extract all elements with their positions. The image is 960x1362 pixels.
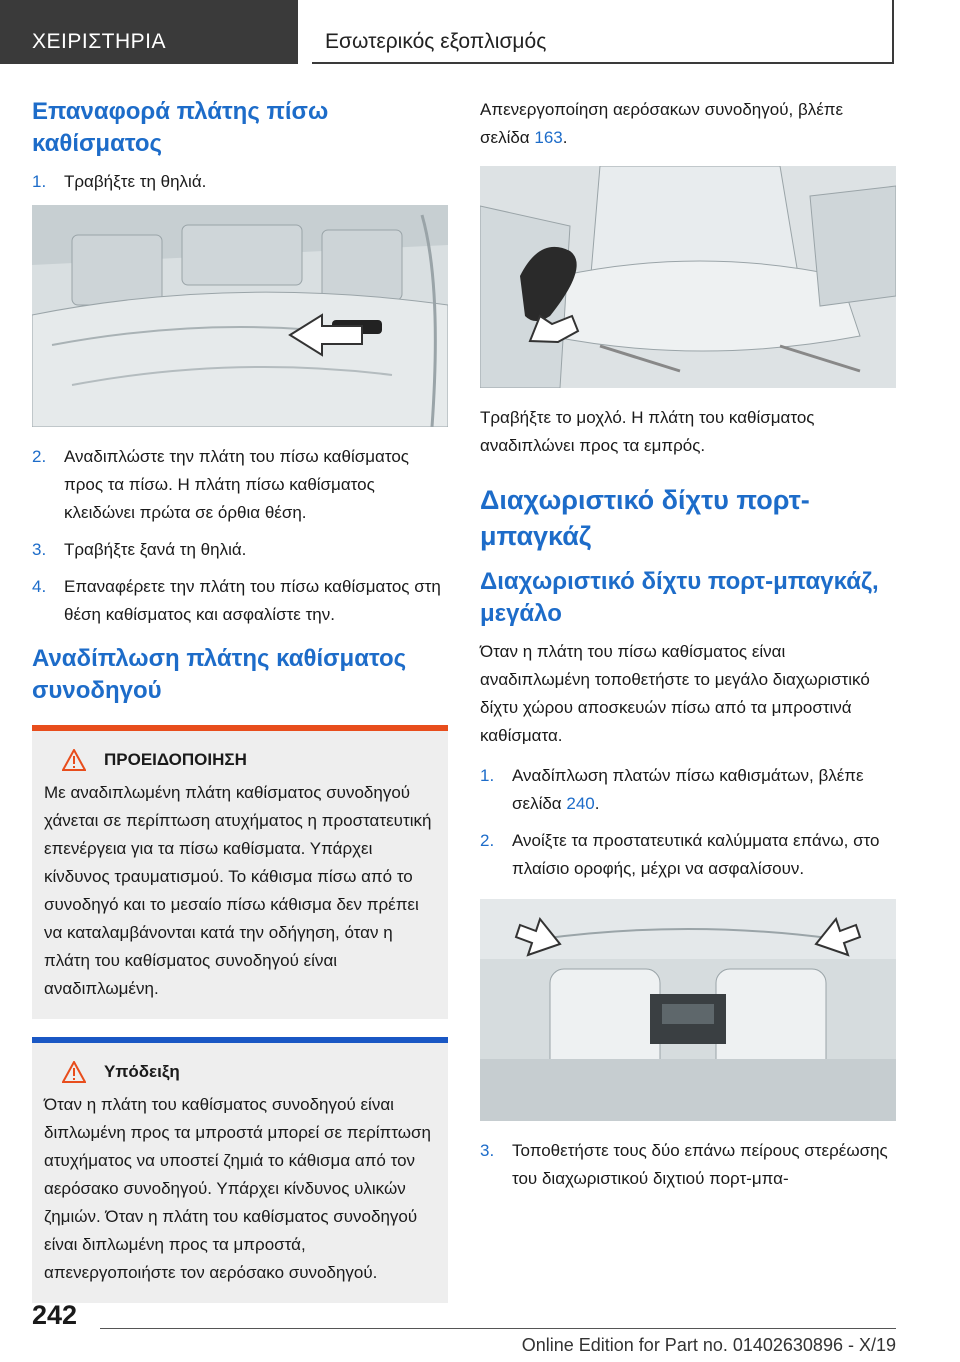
rear-seat-title: Επαναφορά πλάτης πίσω καθίσματος bbox=[32, 98, 329, 157]
page-number: 242 bbox=[32, 1300, 78, 1330]
airbag-text: Απενεργοποίηση αερόσακων συνοδηγού, βλέπε σελίδα bbox=[480, 100, 844, 147]
header-section-label: ΧΕΙΡΙΣΤΗΡΙΑ bbox=[32, 30, 167, 53]
right-column bbox=[480, 96, 896, 1202]
airbag-page-link[interactable]: 163 bbox=[534, 128, 563, 147]
warning-title: ΠΡΟΕΙΔΟΠΟΙΗΣΗ bbox=[104, 750, 247, 769]
step-text: Τραβήξτε τη θηλιά. bbox=[64, 172, 207, 191]
footer-divider bbox=[100, 1328, 896, 1329]
passenger-seat-title: Αναδίπλωση πλάτης καθίσματος συνοδηγού bbox=[32, 645, 407, 704]
header-chapter-label: Εσωτερικός εξοπλισμός bbox=[325, 30, 547, 53]
step-number: 3. bbox=[480, 1141, 495, 1160]
step-text: Αναδίπλωση πλατών πίσω καθισμάτων, βλέπε σελίδα bbox=[512, 766, 864, 813]
list-item bbox=[32, 168, 448, 196]
header-section-tab bbox=[0, 0, 298, 64]
rear-steps-list-b bbox=[32, 443, 448, 629]
list-item bbox=[480, 827, 896, 883]
step-text: Τραβήξτε ξανά τη θηλιά. bbox=[64, 540, 247, 559]
step-text: Ανοίξτε τα προστατευτικά καλύμματα επάνω, στο πλαίσιο οροφής, μέχρι να ασφαλίσουν. bbox=[512, 831, 880, 878]
step-text: Τοποθετήστε τους δύο επάνω πείρους στερέωσης του διαχωριστικού διχτιού πορτ-μπα- bbox=[512, 1141, 888, 1188]
page-ref-link[interactable]: 240 bbox=[566, 794, 595, 813]
rear-seat-loop-illustration bbox=[32, 205, 448, 427]
list-item bbox=[480, 1137, 896, 1193]
note-box bbox=[32, 1037, 448, 1303]
warning-text: Με αναδιπλωμένη πλάτη καθίσματος συνοδηγού χάνεται σε περίπτωση ατυχήματος η προστατευτική επενέργεια για τα πίσω καθίσματα. Υπάρχει κίνδυνος τραυματισμού. Το κάθισμα πίσω από το συνοδηγό και το μεσαίο πίσω κάθισμα δεν πρέπει να καταλαμβάνονται κατά την οδήγηση, όταν η πλάτη του καθίσματος συνοδηγού είναι αναδιπλωμένη. bbox=[44, 783, 432, 998]
note-title: Υπόδειξη bbox=[104, 1062, 180, 1081]
list-item: 1. Αναδίπλωση πλατών πίσω καθισμάτων, βλέπε σελίδα 240. bbox=[480, 762, 896, 818]
step-number: 1. bbox=[32, 172, 47, 191]
passenger-seat-lever-illustration bbox=[480, 166, 896, 388]
step-number: 2. bbox=[480, 831, 495, 850]
warning-box bbox=[32, 725, 448, 1019]
net-steps-list bbox=[480, 762, 896, 883]
net-steps-list-b bbox=[480, 1137, 896, 1193]
rear-steps-list-a bbox=[32, 168, 448, 196]
step-number: 2. bbox=[32, 447, 47, 466]
note-text: Όταν η πλάτη του καθίσματος συνοδηγού είναι διπλωμένη προς τα μπροστά μπορεί σε περίπτωση ατυχήματος να υποστεί ζημιά το κάθισμα από τον αερόσακο συνοδηγού. Υπάρχει κίνδυνος υλικών ζημιών. Όταν η πλάτη του καθίσματος συνοδηγού είναι διπλωμένη προς τα μπροστά, απενεργοποιήστε τον αερόσακο συνοδηγού. bbox=[44, 1095, 431, 1282]
list-item bbox=[32, 443, 448, 527]
step-number: 4. bbox=[32, 577, 47, 596]
header-chapter-tab bbox=[312, 0, 894, 64]
warning-triangle-icon bbox=[62, 749, 86, 771]
step-text: Επαναφέρετε την πλάτη του πίσω καθίσματος στη θέση καθίσματος και ασφαλίστε την. bbox=[64, 577, 441, 624]
footer-edition: Online Edition for Part no. 01402630896 - X/19 bbox=[521, 1335, 896, 1355]
note-triangle-icon bbox=[62, 1061, 86, 1083]
step-number: 3. bbox=[32, 540, 47, 559]
list-item bbox=[32, 573, 448, 629]
luggage-net-title: Διαχωριστικό δίχτυ πορτ-μπαγκάζ bbox=[480, 485, 810, 551]
list-item bbox=[32, 536, 448, 564]
step-text: Αναδιπλώστε την πλάτη του πίσω καθίσματος προς τα πίσω. Η πλάτη πίσω καθίσματος κλειδώνει πρώτα σε όρθια θέση. bbox=[64, 447, 409, 522]
large-net-title: Διαχωριστικό δίχτυ πορτ-μπαγκάζ, μεγάλο bbox=[480, 568, 879, 627]
lever-paragraph: Τραβήξτε το μοχλό. Η πλάτη του καθίσματος αναδιπλώνει προς τα εμπρός. bbox=[480, 408, 815, 455]
airbag-paragraph: Απενεργοποίηση αερόσακων συνοδηγού, βλέπε σελίδα 163. bbox=[480, 100, 844, 147]
step-number: 1. bbox=[480, 766, 495, 785]
cabin-roof-covers-illustration bbox=[480, 899, 896, 1121]
large-net-paragraph: Όταν η πλάτη του πίσω καθίσματος είναι αναδιπλωμένη τοποθετήστε το μεγάλο διαχωριστικό δίχτυ χώρου αποσκευών πίσω από τα μπροστινά καθίσματα. bbox=[480, 642, 870, 745]
left-column bbox=[32, 96, 448, 1303]
